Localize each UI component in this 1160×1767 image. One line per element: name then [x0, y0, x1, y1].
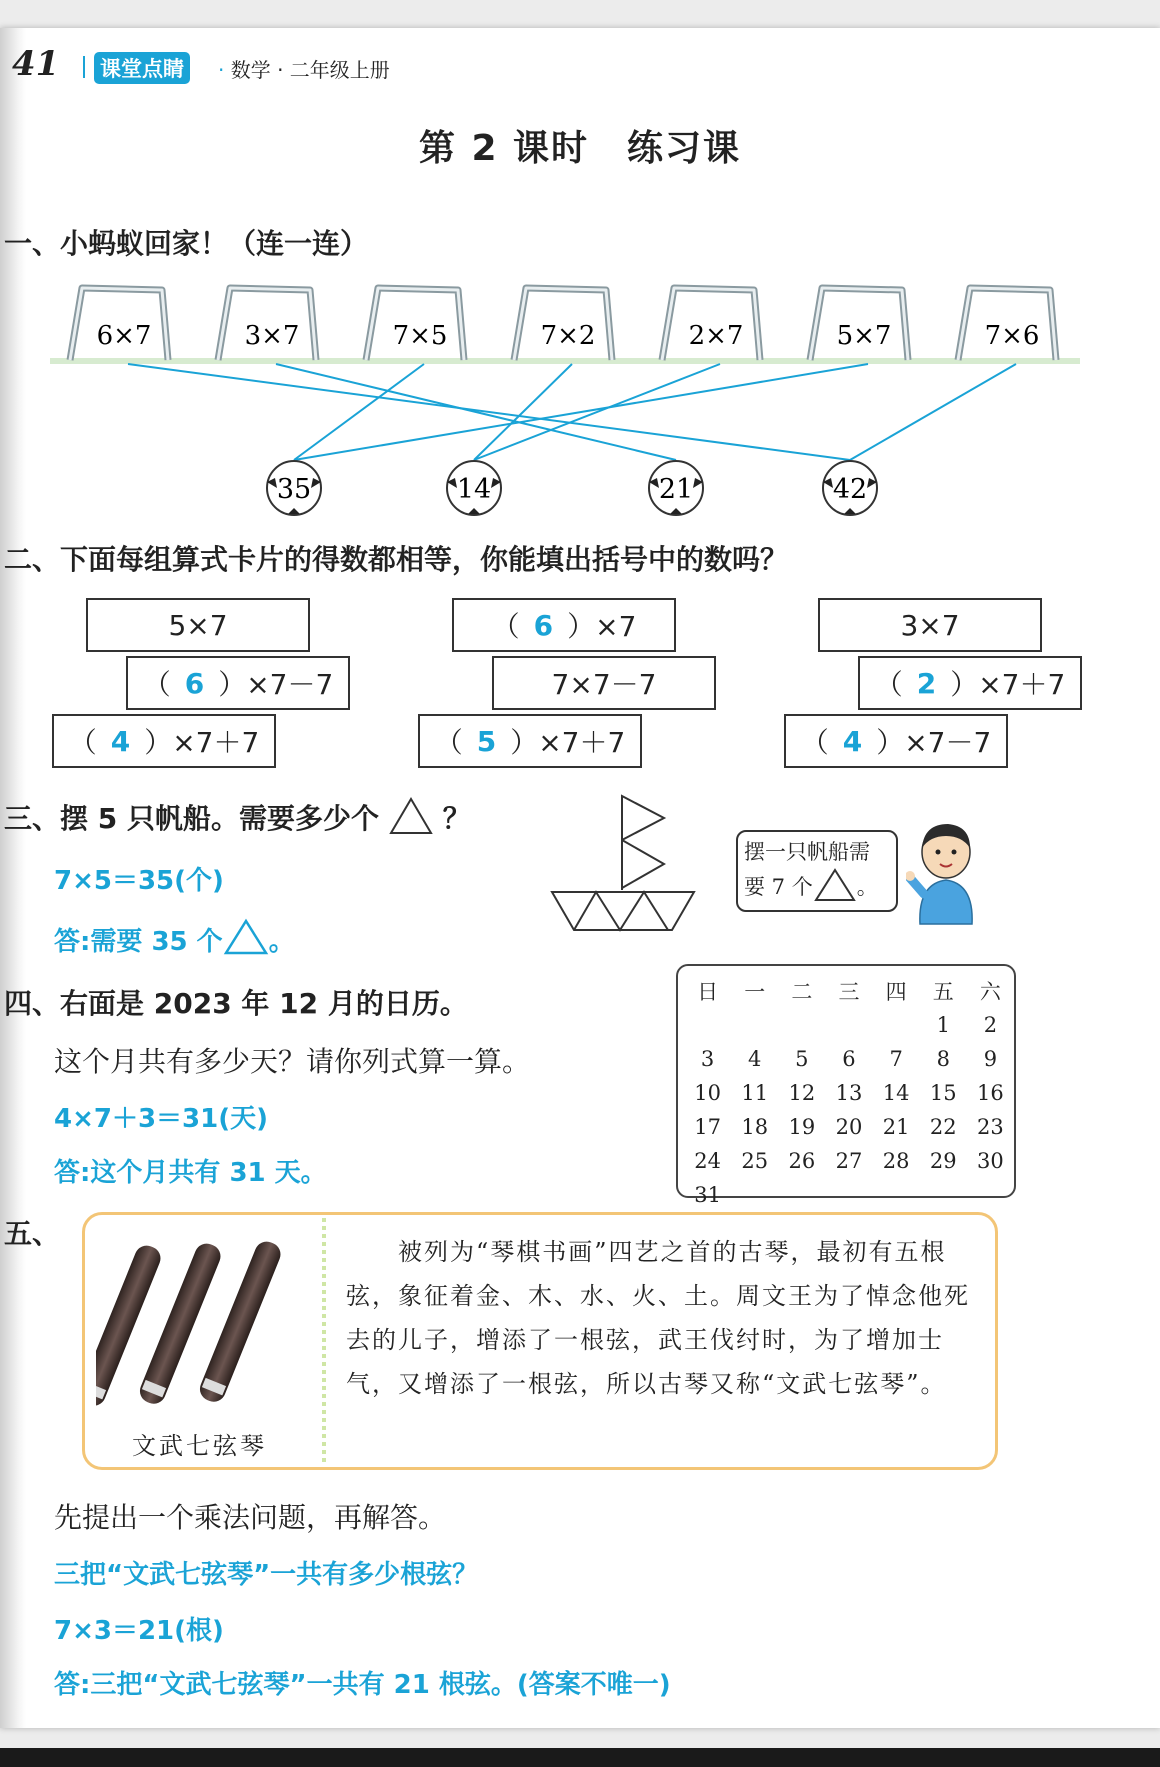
- calendar-week-row: [684, 1144, 1014, 1178]
- card-g3-bot: [784, 714, 1008, 768]
- paren-open: （: [874, 668, 903, 701]
- calendar-cell: 5: [795, 1047, 809, 1071]
- filled-answer: 2: [916, 666, 937, 700]
- calendar-cell: 三: [838, 980, 860, 1004]
- calendar-week-row: [684, 1076, 1014, 1110]
- calendar-week-row: [684, 1110, 1014, 1144]
- calendar-cell: 六: [979, 980, 1001, 1004]
- calendar-cell: 13: [835, 1081, 863, 1105]
- matching-line: [474, 364, 720, 460]
- calendar-cell: 14: [882, 1081, 910, 1105]
- calendar-cell: 12: [788, 1081, 816, 1105]
- calendar-cell: 18: [741, 1115, 769, 1139]
- calendar-cell: 24: [694, 1149, 721, 1173]
- speech-bubble: [736, 830, 898, 912]
- card-g3-top: [818, 598, 1042, 652]
- story-text: 被列为“琴棋书画”四艺之首的古琴，最初有五根弦，象征着金、木、水、火、土。周文王为了悼念他死去的儿子，增添了一根弦，武王伐纣时，为了增加士气，又增添了一根弦，所以古琴又称“文武七弦琴”。: [346, 1238, 970, 1398]
- calendar-cell: 9: [983, 1047, 998, 1071]
- calendar-cell: 二: [791, 980, 813, 1004]
- grass-strip: [50, 358, 1080, 364]
- card-g3-mid: [858, 656, 1082, 710]
- card-text: ）×7－7: [218, 668, 334, 701]
- paren-open: （: [491, 610, 520, 643]
- q3-title-suffix: ？: [442, 802, 471, 835]
- card-g1-top: [86, 598, 310, 652]
- goal-label: 2×7: [688, 321, 744, 351]
- calendar-cell: 15: [929, 1081, 957, 1105]
- goal-label: 6×7: [96, 321, 152, 351]
- calendar-cell: 17: [694, 1115, 721, 1139]
- card-text: ）×7－7: [876, 726, 992, 759]
- calendar-cell: 28: [882, 1149, 910, 1173]
- calendar-cell: 20: [835, 1115, 863, 1139]
- calendar-cell: [778, 1178, 825, 1212]
- filled-answer: 5: [476, 724, 497, 758]
- q1-title: 一、小蚂蚁回家！（连一连）: [4, 227, 369, 260]
- triangle-icon: [813, 868, 857, 902]
- card-text: ）×7＋7: [950, 668, 1066, 701]
- header-dot: ·: [218, 58, 225, 82]
- calendar-cell: 四: [885, 980, 907, 1004]
- calendar-cell: 6: [842, 1047, 856, 1071]
- calendar-cell: 2: [983, 1013, 998, 1037]
- calendar-cell: 日: [697, 980, 719, 1004]
- calendar-cell: 3: [700, 1047, 715, 1071]
- q5-prompt: 先提出一个乘法问题，再解答。: [54, 1501, 447, 1534]
- calendar-cell: [825, 1178, 872, 1212]
- calendar-cell: 22: [929, 1115, 957, 1139]
- calendar-cell: 29: [929, 1149, 957, 1173]
- calendar-cell: 1: [936, 1013, 950, 1037]
- calendar-cell: 19: [788, 1115, 816, 1139]
- card-text: ）×7＋7: [144, 726, 260, 759]
- card-text: 5×7: [168, 608, 228, 642]
- q4-answer: 答:这个月共有 31 天。: [54, 1158, 327, 1188]
- calendar-cell: 11: [741, 1081, 769, 1105]
- sailboat-figure: [548, 792, 698, 932]
- story-divider: [322, 1218, 326, 1464]
- triangle-icon: [223, 918, 269, 956]
- q4-title: 四、右面是 2023 年 12 月的日历。: [4, 987, 468, 1020]
- q5-equation: 7×3＝21(根): [54, 1616, 224, 1646]
- matching-line: [276, 364, 676, 460]
- bubble-line-1: 摆一只帆船需: [744, 840, 870, 864]
- page-number: 41: [12, 44, 60, 84]
- q3-answer-suffix: 。: [268, 927, 295, 957]
- calendar-cell: 23: [977, 1115, 1004, 1139]
- calendar-week-row: [684, 1008, 1014, 1042]
- card-g2-mid: [492, 656, 716, 710]
- bubble-suffix: 。: [856, 875, 878, 899]
- card-text: 7×7－7: [551, 668, 657, 701]
- calendar-cell: 10: [694, 1081, 721, 1105]
- ball-value: 21: [658, 474, 694, 505]
- calendar-week-row: [684, 1178, 1014, 1212]
- card-text: 3×7: [900, 608, 960, 642]
- paren-open: （: [434, 726, 463, 759]
- calendar-cell: [731, 1178, 778, 1212]
- calendar-cell: 7: [889, 1047, 903, 1071]
- calendar-grid: [684, 974, 1014, 1212]
- q3-answer: [54, 918, 295, 958]
- calendar: [676, 964, 1016, 1207]
- page-spine-shadow: [0, 28, 26, 1728]
- calendar-cell: 30: [977, 1149, 1004, 1173]
- calendar-cell: [684, 1008, 731, 1042]
- q5-answer: 答:三把“文武七弦琴”一共有 21 根弦。(答案不唯一): [54, 1670, 671, 1700]
- card-g2-top: [452, 598, 676, 652]
- series-badge: 课堂点睛: [94, 52, 190, 84]
- calendar-cell: [825, 1008, 872, 1042]
- calendar-cell: [967, 1178, 1014, 1212]
- lesson-title: 第 2 课时 练习课: [418, 128, 742, 169]
- goal-label: 7×2: [540, 321, 596, 351]
- goal-label: 7×5: [392, 321, 448, 351]
- q3-equation: 7×5＝35(个): [54, 866, 224, 896]
- calendar-cell: [778, 1008, 825, 1042]
- boy-illustration: [906, 818, 986, 926]
- calendar-cell: 4: [748, 1047, 762, 1071]
- filled-answer: 4: [110, 724, 131, 758]
- calendar-cell: 五: [932, 980, 954, 1004]
- calendar-cell: 27: [835, 1149, 863, 1173]
- ball-value: 35: [276, 474, 312, 505]
- paren-open: （: [800, 726, 829, 759]
- q3-title-text: 三、摆 5 只帆船。需要多少个: [4, 802, 379, 835]
- calendar-cell: [873, 1178, 920, 1212]
- paren-open: （: [142, 668, 171, 701]
- triangle-icon: [388, 796, 434, 836]
- bottom-bar: [0, 1748, 1160, 1767]
- card-g1-bot: [52, 714, 276, 768]
- goal-label: 3×7: [244, 321, 300, 351]
- ball-value: 14: [456, 474, 492, 505]
- card-g2-bot: [418, 714, 642, 768]
- q3-title: [4, 796, 471, 837]
- card-text: ）×7＋7: [510, 726, 626, 759]
- ball-value: 42: [832, 474, 868, 505]
- guqin-illustration: [96, 1232, 316, 1422]
- q4-question: 这个月共有多少天？请你列式算一算。: [54, 1045, 531, 1078]
- calendar-cell: 21: [882, 1115, 910, 1139]
- calendar-cell: 8: [936, 1047, 950, 1071]
- calendar-cell: 26: [788, 1149, 816, 1173]
- q4-equation: 4×7＋3＝31(天): [54, 1104, 269, 1134]
- q2-title: 二、下面每组算式卡片的得数都相等，你能填出括号中的数吗？: [4, 543, 789, 576]
- paren-open: （: [68, 726, 97, 759]
- q3-answer-text: 答:需要 35 个: [54, 927, 223, 957]
- calendar-cell: 一: [744, 980, 766, 1004]
- calendar-cell: 25: [741, 1149, 769, 1173]
- q1-matching-figure: [50, 280, 1090, 520]
- goal-label: 7×6: [984, 321, 1040, 351]
- header-separator: [83, 56, 85, 78]
- card-text: ）×7: [567, 610, 637, 643]
- matching-line: [850, 364, 1016, 460]
- bubble-line-2: [744, 868, 890, 903]
- matching-line: [294, 364, 868, 460]
- goal-label: 5×7: [836, 321, 892, 351]
- calendar-header-row: [684, 974, 1014, 1008]
- matching-line: [294, 364, 424, 460]
- calendar-cell: 31: [694, 1183, 721, 1207]
- card-g1-mid: [126, 656, 350, 710]
- calendar-cell: [920, 1178, 967, 1212]
- instrument-caption: 文武七弦琴: [132, 1432, 267, 1460]
- q5-label: 五、: [4, 1217, 61, 1250]
- filled-answer: 6: [533, 608, 554, 642]
- q5-question: 三把“文武七弦琴”一共有多少根弦？: [54, 1560, 479, 1590]
- calendar-week-row: [684, 1042, 1014, 1076]
- calendar-cell: [873, 1008, 920, 1042]
- filled-answer: 4: [842, 724, 863, 758]
- calendar-cell: 16: [977, 1081, 1004, 1105]
- calendar-cell: [731, 1008, 778, 1042]
- filled-answer: 6: [184, 666, 205, 700]
- bubble-text: 要 7 个: [744, 875, 813, 899]
- subject-text: 数学 · 二年级上册: [230, 58, 390, 82]
- subject-label: [218, 54, 390, 83]
